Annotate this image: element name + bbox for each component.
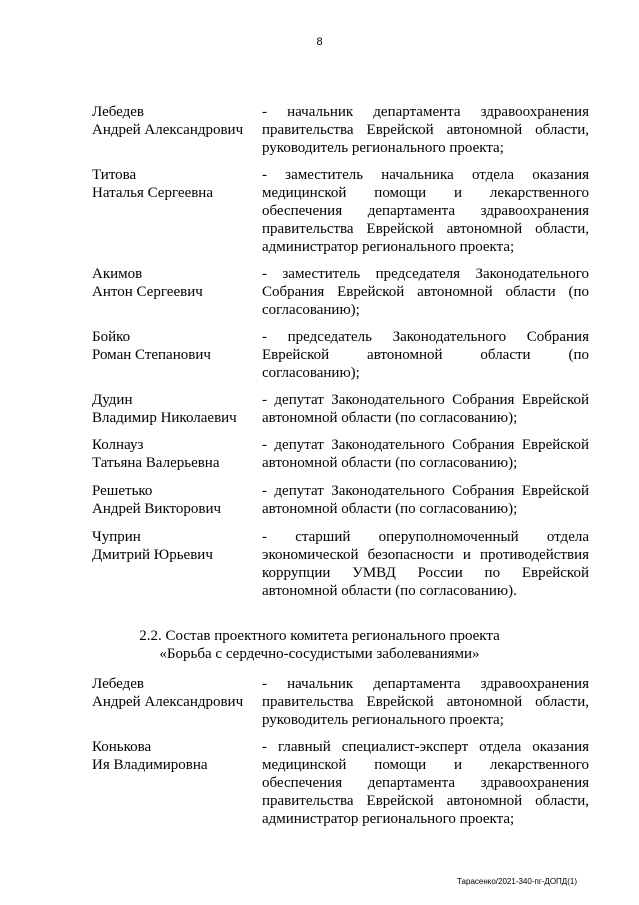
member-name xyxy=(92,103,257,139)
member-role xyxy=(262,482,589,518)
role-line: автономной области (по согласованию); xyxy=(262,410,518,426)
role-line: Собрания Еврейской автономной области (по xyxy=(262,284,589,300)
role-line: правительства Еврейской автономной области, xyxy=(262,694,589,710)
member-surname: Колнауз xyxy=(92,437,144,453)
member-role xyxy=(262,103,589,157)
member-given-name: Андрей Александрович xyxy=(92,122,244,138)
section-heading xyxy=(0,627,639,663)
member-name xyxy=(92,528,257,564)
member-name xyxy=(92,482,257,518)
role-line: администратор регионального проекта; xyxy=(262,239,515,255)
role-line: администратор регионального проекта; xyxy=(262,811,515,827)
member-name xyxy=(92,166,257,202)
role-line: коррупции УМВД России по Еврейской xyxy=(262,565,589,581)
member-surname: Чуприн xyxy=(92,529,141,545)
member-surname: Титова xyxy=(92,167,137,183)
member-role xyxy=(262,436,589,472)
role-line: руководитель регионального проекта; xyxy=(262,712,504,728)
member-given-name: Андрей Александрович xyxy=(92,694,244,710)
role-line: обеспечения департамента здравоохранения xyxy=(262,203,589,219)
role-line: автономной области (по согласованию). xyxy=(262,583,517,599)
role-line: - депутат Законодательного Собрания Еврейской xyxy=(262,437,589,453)
member-role xyxy=(262,166,589,256)
role-line: Еврейской автономной области (по xyxy=(262,347,589,363)
role-line: согласованию); xyxy=(262,365,360,381)
role-line: - депутат Законодательного Собрания Еврейской xyxy=(262,483,589,499)
member-name xyxy=(92,436,257,472)
role-line: - заместитель начальника отдела оказания xyxy=(262,167,589,183)
member-role xyxy=(262,528,589,600)
member-given-name: Антон Сергеевич xyxy=(92,284,203,300)
role-line: - главный специалист-эксперт отдела оказания xyxy=(262,739,589,755)
member-given-name: Роман Степанович xyxy=(92,347,211,363)
member-role xyxy=(262,675,589,729)
role-line: правительства Еврейской автономной области, xyxy=(262,122,589,138)
member-given-name: Татьяна Валерьевна xyxy=(92,455,220,471)
member-surname: Конькова xyxy=(92,739,152,755)
role-line: правительства Еврейской автономной области, xyxy=(262,793,589,809)
role-line: медицинской помощи и лекарственного xyxy=(262,757,589,773)
member-surname: Акимов xyxy=(92,266,143,282)
member-given-name: Владимир Николаевич xyxy=(92,410,237,426)
role-line: медицинской помощи и лекарственного xyxy=(262,185,589,201)
role-line: обеспечения департамента здравоохранения xyxy=(262,775,589,791)
member-given-name: Андрей Викторович xyxy=(92,501,222,517)
member-name xyxy=(92,738,257,774)
role-line: экономической безопасности и противодействия xyxy=(262,547,589,563)
member-surname: Лебедев xyxy=(92,104,144,120)
member-role xyxy=(262,328,589,382)
member-name xyxy=(92,391,257,427)
role-line: - председатель Законодательного Собрания xyxy=(262,329,589,345)
role-line: автономной области (по согласованию); xyxy=(262,455,518,471)
role-line: согласованию); xyxy=(262,302,360,318)
section-heading-line: 2.2. Состав проектного комитета регионального проекта xyxy=(139,628,500,644)
page-number: 8 xyxy=(316,36,323,48)
document-footer-code: Тарасенко/2021-340-пг-ДОПД(1) xyxy=(457,877,577,886)
role-line: - начальник департамента здравоохранения xyxy=(262,104,589,120)
role-line: - заместитель председателя Законодательного xyxy=(262,266,589,282)
member-given-name: Наталья Сергеевна xyxy=(92,185,213,201)
role-line: правительства Еврейской автономной области, xyxy=(262,221,589,237)
member-given-name: Ия Владимировна xyxy=(92,757,208,773)
role-line: - депутат Законодательного Собрания Еврейской xyxy=(262,392,589,408)
member-role xyxy=(262,391,589,427)
role-line: - начальник департамента здравоохранения xyxy=(262,676,589,692)
member-name xyxy=(92,265,257,301)
role-line: руководитель регионального проекта; xyxy=(262,140,504,156)
member-surname: Бойко xyxy=(92,329,131,345)
member-surname: Решетько xyxy=(92,483,153,499)
role-line: автономной области (по согласованию); xyxy=(262,501,518,517)
member-role xyxy=(262,265,589,319)
member-name xyxy=(92,328,257,364)
member-name xyxy=(92,675,257,711)
member-given-name: Дмитрий Юрьевич xyxy=(92,547,213,563)
member-surname: Дудин xyxy=(92,392,133,408)
role-line: - старший оперуполномоченный отдела xyxy=(262,529,589,545)
section-heading-line: «Борьба с сердечно-сосудистыми заболеваниями» xyxy=(159,646,480,662)
member-surname: Лебедев xyxy=(92,676,144,692)
member-role xyxy=(262,738,589,828)
